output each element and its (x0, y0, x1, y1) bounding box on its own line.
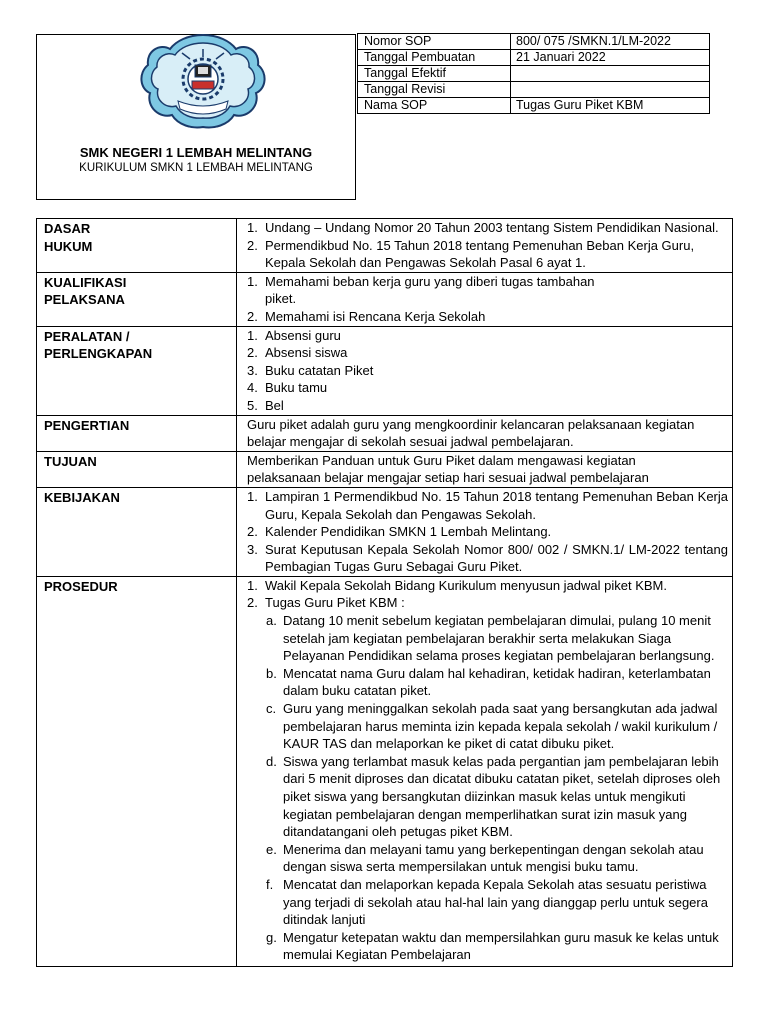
item-number: 5. (247, 397, 258, 413)
row-kebijakan (37, 487, 733, 576)
item-letter: f. (266, 876, 274, 892)
meta-label: Tanggal Pembuatan (358, 50, 511, 66)
item-letter: e. (266, 841, 277, 857)
meta-row (358, 66, 710, 82)
row-kualifikasi (37, 272, 733, 326)
item-text: Wakil Kepala Sekolah Bidang Kurikulum menyusun jadwal piket KBM. (265, 577, 667, 593)
row-dasar-hukum (37, 219, 733, 273)
list-item (241, 308, 728, 326)
item-text: Memahami beban kerja guru yang diberi tugas tambahan piket. (265, 273, 595, 307)
paragraph: Guru piket adalah guru yang mengkoordinir kelancaran pelaksanaan kegiatan belajar mengajar di sekolah sesuai jadwal pembelajaran. (247, 416, 695, 450)
item-number: 3. (247, 541, 258, 557)
meta-row (358, 50, 710, 66)
item-number: 1. (247, 220, 258, 235)
list-item (241, 594, 728, 612)
item-number: 2. (247, 345, 258, 361)
sop-meta-table (357, 33, 710, 114)
list-item (241, 541, 728, 576)
item-number: 2. (247, 524, 258, 540)
section-label: KEBIJAKAN (37, 487, 237, 576)
meta-value: 800/ 075 /SMKN.1/LM-2022 (511, 34, 710, 50)
meta-row (358, 34, 710, 50)
item-number: 1. (247, 327, 258, 343)
item-text: Permendikbud No. 15 Tahun 2018 tentang Pemenuhan Beban Kerja Guru, Kepala Sekolah dan Pengawas Sekolah Pasal 6 ayat 1. (265, 237, 695, 271)
list-item (241, 488, 728, 523)
item-text: Mencatat dan melaporkan kepada Kepala Sekolah atas sesuatu peristiwa yang terjadi di sekolah atau hal-hal lain yang dianggap perlu untuk segera ditindak lanjuti (283, 876, 708, 928)
school-name: SMK NEGERI 1 LEMBAH MELINTANG (79, 145, 313, 160)
meta-label: Tanggal Revisi (358, 82, 511, 98)
item-text: Memahami isi Rencana Kerja Sekolah (265, 308, 486, 324)
school-header (36, 34, 356, 200)
item-number: 3. (247, 362, 258, 378)
sop-content-table (36, 218, 733, 967)
list-item (241, 219, 728, 237)
section-label (37, 272, 237, 326)
item-text: Undang – Undang Nomor 20 Tahun 2003 tentang Sistem Pendidikan Nasional. (265, 220, 719, 235)
list-item (241, 577, 728, 595)
section-content (237, 326, 733, 415)
sub-list-item (241, 612, 728, 665)
list-item (241, 362, 728, 380)
section-content (237, 487, 733, 576)
paragraph: Memberikan Panduan untuk Guru Piket dalam mengawasi kegiatan pelaksanaan belajar mengajar setiap hari sesuai jadwal pembelajaran (247, 452, 649, 486)
meta-value: 21 Januari 2022 (511, 50, 710, 66)
curriculum-subtitle: KURIKULUM SMKN 1 LEMBAH MELINTANG (79, 162, 313, 174)
item-letter: d. (266, 753, 277, 769)
section-content (237, 219, 733, 273)
list-item (241, 523, 728, 541)
sub-list-item (241, 929, 728, 964)
section-label: PENGERTIAN (37, 415, 237, 451)
item-number: 1. (247, 577, 258, 593)
item-text: Bel (265, 397, 284, 413)
item-text: Mengatur ketepatan waktu dan mempersilahkan guru masuk ke kelas untuk memulai Kegiatan Pembelajaran (283, 929, 719, 963)
item-text: Menerima dan melayani tamu yang berkepentingan dengan sekolah atau dengan siswa serta mempersilakan untuk mengisi buku tamu. (283, 841, 704, 875)
section-content (237, 272, 733, 326)
section-label (37, 219, 237, 273)
section-content (237, 576, 733, 966)
row-tujuan (37, 451, 733, 487)
sub-list-item (241, 876, 728, 929)
item-text: Siswa yang terlambat masuk kelas pada pergantian jam pembelajaran lebih dari 5 menit diproses dan dicatat dibuku catatan piket, setelah diproses oleh piket siswa yang bersangkutan diizinkan masuk kelas untuk mengikuti kegiatan pembelajaran dengan memperlihatkan surat izin masuk yang ditandatangani oleh petugas piket KBM. (283, 753, 721, 840)
section-content (237, 451, 733, 487)
row-pengertian (37, 415, 733, 451)
item-number: 2. (247, 595, 258, 611)
item-text: Absensi siswa (265, 345, 348, 361)
item-number: 2. (247, 237, 258, 253)
item-number: 2. (247, 308, 258, 324)
sub-list-item (241, 841, 728, 876)
label-line: HUKUM (44, 238, 93, 254)
item-text: Buku catatan Piket (265, 362, 374, 378)
item-text: Absensi guru (265, 327, 341, 343)
item-text: Datang 10 menit sebelum kegiatan pembelajaran dimulai, pulang 10 menit setelah jam kegiatan pembelajaran berakhir serta melakukan Siaga Pelayanan Pendidikan selama proses kegiatan pembelajaran berlangsung. (283, 613, 715, 664)
list-item (241, 327, 728, 345)
meta-value (511, 66, 710, 82)
sub-list-item (241, 753, 728, 841)
sub-list-item (241, 665, 728, 700)
item-text: Tugas Guru Piket KBM : (265, 595, 405, 611)
item-text: Guru yang meninggalkan sekolah pada saat yang bersangkutan ada jadwal pembelajaran harus meminta izin kepada kepala sekolah / wakil kurikulum / KAUR TAS dan melaporkan ke piket di catat dibuku piket. (283, 701, 718, 752)
row-peralatan (37, 326, 733, 415)
item-letter: a. (266, 613, 277, 629)
meta-label: Nama SOP (358, 98, 511, 114)
item-text: Buku tamu (265, 380, 328, 396)
meta-value (511, 82, 710, 98)
meta-row (358, 82, 710, 98)
meta-label: Nomor SOP (358, 34, 511, 50)
list-item (241, 237, 728, 272)
label-line: DASAR (44, 221, 91, 236)
section-label (37, 326, 237, 415)
school-logo (138, 29, 268, 133)
label-line: PERALATAN / (44, 328, 130, 344)
item-text: Surat Keputusan Kepala Sekolah Nomor 800/ 002 / SMKN.1/ LM-2022 tentang Pembagian Tugas Guru Sebagai Guru Piket. (265, 541, 728, 575)
label-line: KUALIFIKASI (44, 274, 127, 290)
item-text: Kalender Pendidikan SMKN 1 Lembah Melintang. (265, 524, 552, 540)
section-label: PROSEDUR (37, 576, 237, 966)
meta-row (358, 98, 710, 114)
section-content (237, 415, 733, 451)
meta-value: Tugas Guru Piket KBM (511, 98, 710, 114)
meta-label: Tanggal Efektif (358, 66, 511, 82)
label-line: PERLENGKAPAN (44, 346, 153, 362)
sub-list-item (241, 700, 728, 753)
list-item (241, 273, 728, 308)
item-letter: b. (266, 665, 277, 681)
list-item (241, 344, 728, 362)
item-text: Mencatat nama Guru dalam hal kehadiran, ketidak hadiran, keterlambatan dalam buku catatan piket. (283, 665, 711, 699)
row-prosedur (37, 576, 733, 966)
section-label: TUJUAN (37, 451, 237, 487)
label-line: PELAKSANA (44, 292, 125, 308)
item-number: 1. (247, 488, 258, 504)
list-item (241, 379, 728, 397)
item-number: 4. (247, 380, 258, 396)
item-number: 1. (247, 273, 258, 289)
item-letter: g. (266, 929, 277, 945)
item-text: Lampiran 1 Permendikbud No. 15 Tahun 2018 tentang Pemenuhan Beban Kerja Guru, Kepala Sekolah dan Pengawas Sekolah. (265, 488, 728, 522)
list-item (241, 397, 728, 415)
item-letter: c. (266, 701, 277, 717)
